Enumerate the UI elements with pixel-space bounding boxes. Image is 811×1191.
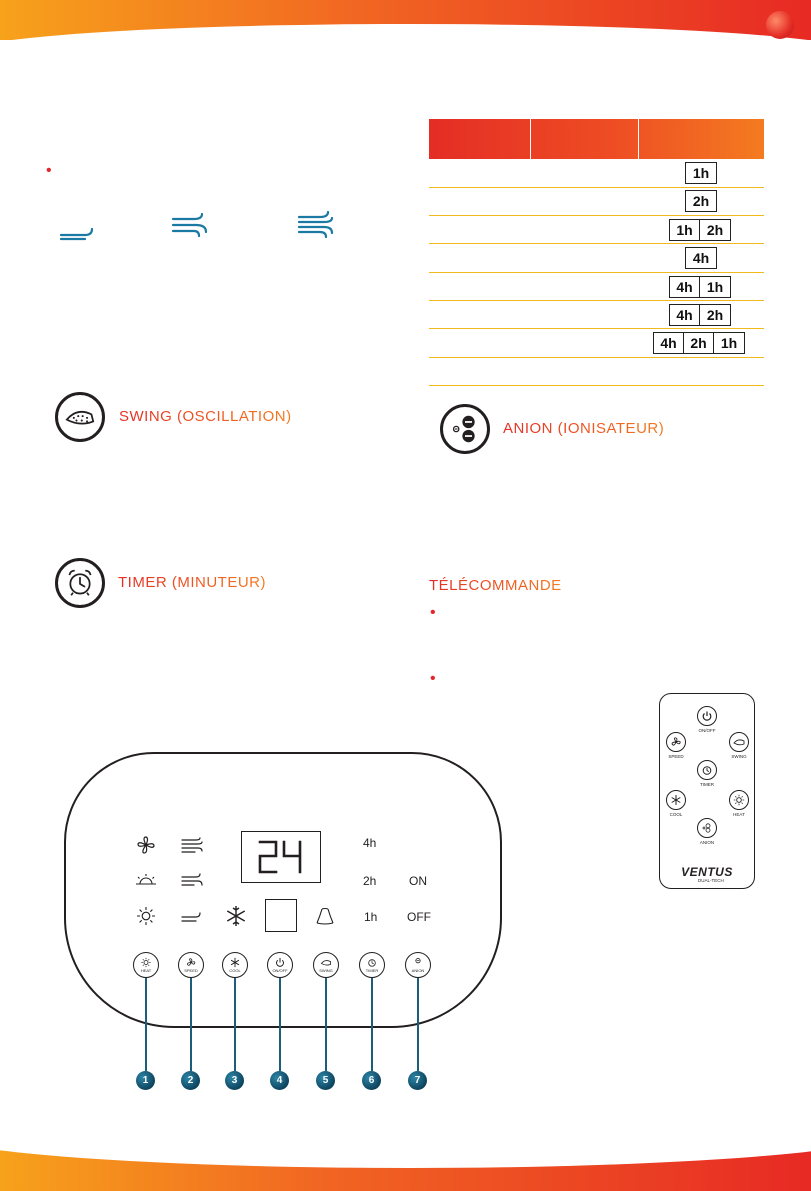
timer-heading: TIMER (MINUTEUR)	[118, 574, 266, 591]
footer-band-curve	[0, 1090, 811, 1168]
timer-row-6: 4h 2h	[669, 304, 731, 326]
remote-anion-icon	[697, 818, 717, 838]
timer-row-4: 4h	[685, 247, 717, 269]
remote-swing-icon	[729, 732, 749, 752]
remote-brand-sub: DUAL-TECH	[698, 878, 724, 883]
speed-button[interactable]: SPEED	[178, 952, 204, 978]
remote-brand-logo: VENTUS	[681, 865, 733, 879]
header-band-curve	[0, 24, 811, 84]
timer-row-1: 1h	[685, 162, 717, 184]
callout-1: 1	[136, 1071, 155, 1090]
anion-heading: ANION (IONISATEUR)	[503, 420, 665, 437]
bullet-speed: •	[46, 162, 52, 179]
timer-button[interactable]: TIMER	[359, 952, 385, 978]
heat-button[interactable]: HEAT	[133, 952, 159, 978]
swing-icon	[55, 392, 105, 442]
anion-icon	[440, 404, 490, 454]
timer-4h-label: 4h	[363, 836, 377, 850]
wind-low-indicator-icon	[180, 909, 204, 923]
sun-icon	[136, 906, 156, 926]
remote-fan-icon	[666, 732, 686, 752]
remote-snowflake-icon	[666, 790, 686, 810]
bullet-remote-1: •	[430, 604, 436, 621]
callout-3: 3	[225, 1071, 244, 1090]
state-on-label: ON	[409, 874, 427, 888]
fan-icon	[136, 835, 156, 855]
callout-6: 6	[362, 1071, 381, 1090]
callout-2: 2	[181, 1071, 200, 1090]
state-off-label: OFF	[407, 910, 431, 924]
timer-2h-label: 2h	[363, 874, 377, 888]
callout-5: 5	[316, 1071, 335, 1090]
timer-row-3: 1h 2h	[669, 219, 731, 241]
display-digits	[256, 838, 306, 876]
bullet-remote-2: •	[430, 670, 436, 687]
timer-row-7: 4h 2h 1h	[653, 332, 745, 354]
anion-button[interactable]: ANION	[405, 952, 431, 978]
wind-medium-indicator-icon	[180, 872, 204, 888]
alarm-clock-icon	[55, 558, 105, 608]
remote-heading: TÉLÉCOMMANDE	[429, 577, 562, 594]
small-display-window	[265, 899, 297, 932]
timer-row-2: 2h	[685, 190, 717, 212]
wind-medium-icon	[170, 210, 210, 240]
on-off-button[interactable]: ON/OFF	[267, 952, 293, 978]
snowflake-icon	[225, 905, 247, 927]
callout-4: 4	[270, 1071, 289, 1090]
remote-sun-icon	[729, 790, 749, 810]
cool-button[interactable]: COOL	[222, 952, 248, 978]
timer-table-header	[429, 119, 764, 159]
sunrise-icon	[134, 873, 158, 887]
swing-button[interactable]: SWING	[313, 952, 339, 978]
remote-control: ON/OFF SPEED SWING TIMER COOL HEAT ANION VENTUS DUAL-TECH	[659, 693, 755, 889]
wind-high-indicator-icon	[180, 836, 204, 854]
remote-power-icon	[697, 706, 717, 726]
timer-row-5: 4h 1h	[669, 276, 731, 298]
wind-low-icon	[58, 220, 98, 242]
swing-heading: SWING (OSCILLATION)	[119, 408, 292, 425]
swing-indicator-icon	[314, 906, 336, 926]
control-panel	[64, 752, 502, 1028]
remote-timer-icon	[697, 760, 717, 780]
timer-1h-label: 1h	[364, 910, 378, 924]
header-orb-logo	[766, 11, 794, 39]
callout-7: 7	[408, 1071, 427, 1090]
wind-high-icon	[296, 210, 336, 240]
